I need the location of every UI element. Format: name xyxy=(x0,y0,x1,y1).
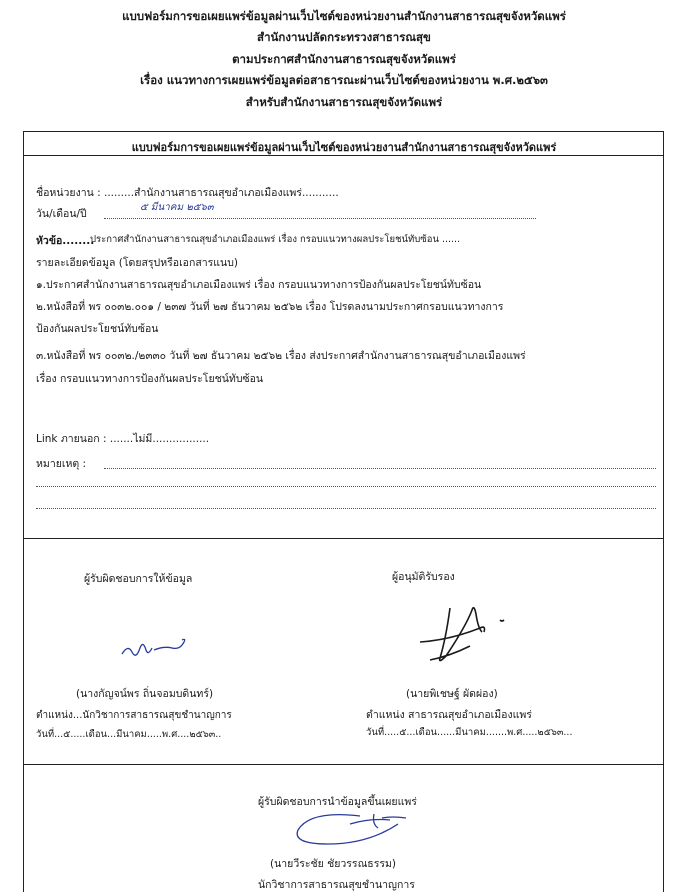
header-line-3: ตามประกาศสำนักงานสาธารณสุขจังหวัดแพร่ xyxy=(232,52,456,66)
link-field: Link ภายนอก : .......ไม่มี................. xyxy=(36,433,210,445)
header-line-1: แบบฟอร์มการขอเผยแพร่ข้อมูลผ่านเว็บไซต์ของหน่วยงานสำนักงานสาธารณสุขจังหวัดแพร่ xyxy=(122,9,566,23)
header-line-4: เรื่อง แนวทางการเผยแพร่ข้อมูลต่อสาธารณะผ่านเว็บไซต์ของหน่วยงาน พ.ศ.๒๕๖๓ xyxy=(140,73,548,87)
publisher-signature-icon xyxy=(290,808,420,850)
provider-name: (นางกัญจน์พร ถิ่นจอมบดินทร์) xyxy=(76,688,214,700)
details-line-2: ๒.หนังสือที่ พร ๐๐๓๒.๐๐๑ / ๒๓๗ วันที่ ๒๗ ธันวาคม ๒๕๖๒ เรื่อง โปรดลงนามประกาศกรอบแนวทางการ xyxy=(36,301,504,313)
provider-signature-icon xyxy=(118,632,198,664)
approver-signature-icon xyxy=(400,590,520,675)
note-dotted-line-2 xyxy=(36,486,656,487)
header-line-2: สำนักงานปลัดกระทรวงสาธารณสุข xyxy=(257,30,431,44)
date-handwritten: ๕ มีนาคม ๒๕๖๓ xyxy=(140,202,214,213)
provider-date: วันที่...๕.....เดือน...มีนาคม.....พ.ศ....๒๕๖๓.. xyxy=(36,729,222,740)
details-label: รายละเอียดข้อมูล (โดยสรุปหรือเอกสารแนบ) xyxy=(36,257,238,269)
publisher-title: ผู้รับผิดชอบการนำข้อมูลขึ้นเผยแพร่ xyxy=(258,796,417,808)
note-label: หมายเหตุ : xyxy=(36,458,87,470)
approver-name: (นายพิเชษฐ์ ผัดผ่อง) xyxy=(406,688,498,700)
details-line-3: ป้องกันผลประโยชน์ทับซ้อน xyxy=(36,323,159,335)
subject-label: หัวข้อ........ xyxy=(36,235,95,247)
approver-position: ตำแหน่ง สาธารณสุขอำเภอเมืองแพร่ xyxy=(366,709,532,721)
date-dotted-line xyxy=(104,218,536,219)
signature-divider xyxy=(23,764,664,765)
note-dotted-line-1 xyxy=(104,468,656,469)
publisher-name: (นายวีระชัย ชัยวรรณธรรม) xyxy=(270,858,397,870)
details-line-5: เรื่อง กรอบแนวทางการป้องกันผลประโยชน์ทับซ้อน xyxy=(36,373,264,385)
provider-title: ผู้รับผิดชอบการให้ข้อมูล xyxy=(84,573,193,585)
header-line-5: สำหรับสำนักงานสาธารณสุขจังหวัดแพร่ xyxy=(245,95,443,109)
date-label: วัน/เดือน/ปี xyxy=(36,208,87,220)
provider-position: ตำแหน่ง...นักวิชาการสาธารณสุขชำนาญการ xyxy=(36,710,232,721)
approver-date: วันที่.....๕...เดือน......มีนาคม.......พ.ศ.....๒๕๖๓... xyxy=(366,727,573,738)
note-dotted-line-3 xyxy=(36,508,656,509)
approver-title: ผู้อนุมัติรับรอง xyxy=(392,571,455,583)
details-line-1: ๑.ประกาศสำนักงานสาธารณสุขอำเภอเมืองแพร่ เรื่อง กรอบแนวทางการป้องกันผลประโยชน์ทับซ้อน xyxy=(36,279,482,291)
publisher-position: นักวิชาการสาธารณสุขชำนาญการ xyxy=(258,879,415,891)
subject-value: ประกาศสำนักงานสาธารณสุขอำเภอเมืองแพร่ เรื่อง กรอบแนวทางผลประโยชน์ทับซ้อน ...... xyxy=(90,234,461,245)
details-line-4: ๓.หนังสือที่ พร ๐๐๓๒./๒๓๓๐ วันที่ ๒๗ ธันวาคม ๒๕๖๒ เรื่อง ส่งประกาศสำนักงานสาธารณสุขอำเภอเมืองแพร่ xyxy=(36,350,526,362)
content-divider xyxy=(23,538,664,539)
agency-field: ชื่อหน่วยงาน : .........สำนักงานสาธารณสุขอำเภอเมืองแพร่........... xyxy=(36,187,339,199)
box-title: แบบฟอร์มการขอเผยแพร่ข้อมูลผ่านเว็บไซต์ของหน่วยงานสำนักงานสาธารณสุขจังหวัดแพร่ xyxy=(131,141,557,154)
